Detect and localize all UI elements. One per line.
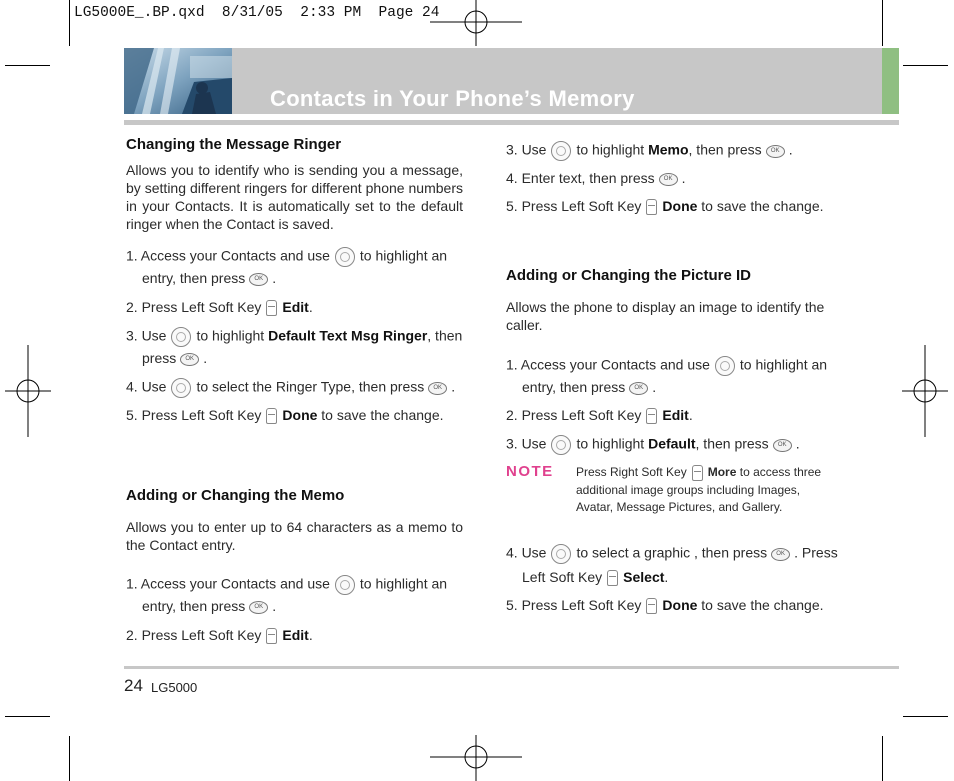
ringer-step-3: 3. Use to highlight Default Text Msg Ringer, then bbox=[126, 327, 462, 347]
crop-mark bbox=[5, 716, 50, 717]
page-title: Contacts in Your Phone’s Memory bbox=[270, 86, 635, 111]
ok-key-icon: OK bbox=[428, 382, 447, 395]
crop-mark bbox=[882, 736, 883, 781]
left-soft-key-icon bbox=[266, 300, 277, 316]
memo-step-2: 2. Press Left Soft Key Edit. bbox=[126, 627, 313, 643]
nav-key-icon bbox=[335, 575, 355, 595]
section-intro-memo: Allows you to enter up to 64 characters as a memo to the Contact entry. bbox=[126, 519, 463, 553]
right-soft-key-icon bbox=[692, 465, 703, 481]
left-soft-key-icon bbox=[607, 570, 618, 586]
ringer-step-4: 4. Use to select the Ringer Type, then press OK . bbox=[126, 378, 455, 398]
ok-key-icon: OK bbox=[249, 601, 268, 614]
ringer-step-1: 1. Access your Contacts and use to highlight an bbox=[126, 247, 447, 267]
nav-key-icon bbox=[551, 435, 571, 455]
nav-key-icon bbox=[551, 544, 571, 564]
file-slug: LG5000E_.BP.qxd 8/31/05 2:33 PM Page 24 bbox=[74, 5, 440, 21]
ok-key-icon: OK bbox=[180, 353, 199, 366]
left-soft-key-icon bbox=[646, 199, 657, 215]
ringer-step-2: 2. Press Left Soft Key Edit. bbox=[126, 299, 313, 315]
left-soft-key-icon bbox=[646, 598, 657, 614]
memo-step-1-cont: entry, then press OK . bbox=[142, 598, 277, 614]
nav-key-icon bbox=[171, 378, 191, 398]
ok-key-icon: OK bbox=[766, 145, 785, 158]
section-heading-picture-id: Adding or Changing the Picture ID bbox=[506, 267, 751, 284]
crop-mark bbox=[903, 716, 948, 717]
ok-key-icon: OK bbox=[773, 439, 792, 452]
nav-key-icon bbox=[171, 327, 191, 347]
picture-step-4-cont: Left Soft Key Select. bbox=[522, 569, 669, 585]
ringer-step-1-cont: entry, then press OK . bbox=[142, 270, 277, 286]
crop-mark bbox=[5, 65, 50, 66]
crop-mark bbox=[903, 65, 948, 66]
nav-key-icon bbox=[551, 141, 571, 161]
left-soft-key-icon bbox=[266, 628, 277, 644]
section-intro-picture-id: Allows the phone to display an image to identify the caller. bbox=[506, 299, 825, 333]
left-soft-key-icon bbox=[266, 408, 277, 424]
page-number: 24 bbox=[124, 676, 143, 695]
note-label: NOTE bbox=[506, 463, 554, 480]
nav-key-icon bbox=[715, 356, 735, 376]
footer-model: LG5000 bbox=[151, 680, 198, 695]
ok-key-icon: OK bbox=[629, 382, 648, 395]
header-accent-bar bbox=[882, 48, 899, 114]
memo-step-3: 3. Use to highlight Memo, then press OK . bbox=[506, 141, 793, 161]
picture-step-3: 3. Use to highlight Default, then press OK . bbox=[506, 435, 800, 455]
ok-key-icon: OK bbox=[659, 173, 678, 186]
picture-step-5: 5. Press Left Soft Key Done to save the change. bbox=[506, 597, 824, 613]
registration-mark-icon bbox=[902, 345, 948, 437]
note-text: Press Right Soft Key More to access three additional image groups including Images, Avatar, Message Pictures, and Gallery. bbox=[576, 465, 822, 514]
header-photo bbox=[124, 48, 232, 114]
picture-step-1-cont: entry, then press OK . bbox=[522, 379, 657, 395]
ok-key-icon: OK bbox=[249, 273, 268, 286]
ringer-step-3-cont: press OK . bbox=[142, 350, 208, 366]
section-intro-message-ringer: Allows you to identify who is sending you a message, by setting different ringers for different phone numbers in your Contacts. It is automatically set to the default ringer when the Contact is saved. bbox=[126, 162, 463, 232]
header-rule bbox=[124, 120, 899, 125]
section-heading-message-ringer: Changing the Message Ringer bbox=[126, 136, 342, 153]
picture-step-4: 4. Use to select a graphic , then press OK . Press bbox=[506, 544, 838, 564]
picture-step-1: 1. Access your Contacts and use to highlight an bbox=[506, 356, 827, 376]
section-heading-memo: Adding or Changing the Memo bbox=[126, 487, 345, 504]
footer-rule bbox=[124, 666, 899, 669]
ok-key-icon: OK bbox=[771, 548, 790, 561]
memo-step-5: 5. Press Left Soft Key Done to save the change. bbox=[506, 198, 824, 214]
ringer-step-5: 5. Press Left Soft Key Done to save the change. bbox=[126, 407, 444, 423]
nav-key-icon bbox=[335, 247, 355, 267]
crop-mark bbox=[882, 0, 883, 46]
registration-mark-icon bbox=[5, 345, 51, 437]
registration-mark-icon bbox=[430, 735, 524, 781]
crop-mark bbox=[69, 0, 70, 46]
memo-step-4: 4. Enter text, then press OK . bbox=[506, 170, 686, 186]
left-soft-key-icon bbox=[646, 408, 657, 424]
registration-mark-icon bbox=[430, 0, 524, 46]
picture-step-2: 2. Press Left Soft Key Edit. bbox=[506, 407, 693, 423]
memo-step-1: 1. Access your Contacts and use to highlight an bbox=[126, 575, 447, 595]
crop-mark bbox=[69, 736, 70, 781]
